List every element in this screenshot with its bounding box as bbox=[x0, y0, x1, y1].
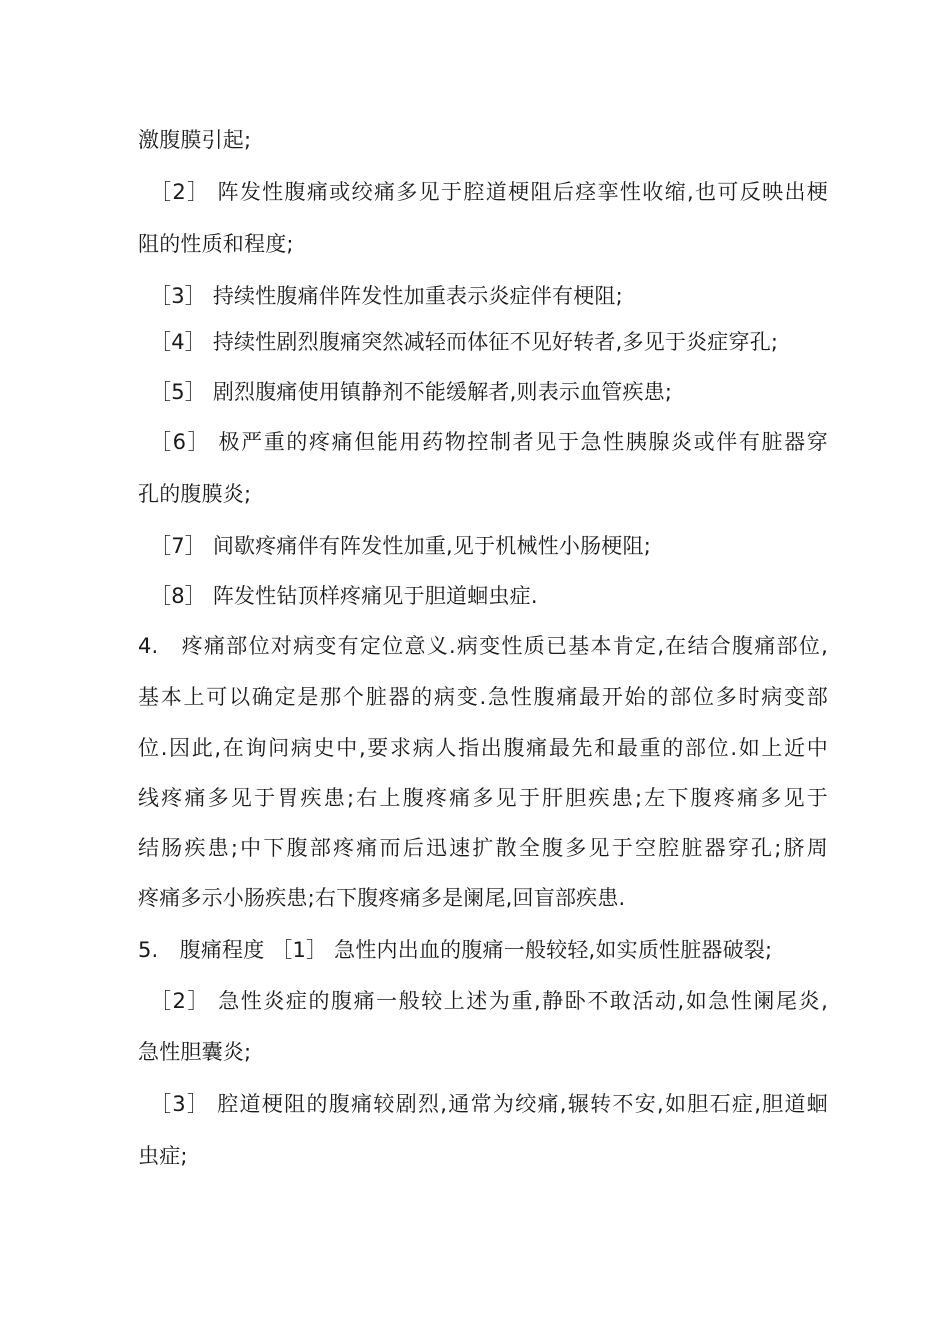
text-line: ［5］ 剧烈腹痛使用镇静剂不能缓解者,则表示血管疾患; bbox=[150, 380, 673, 404]
text-line: 疼痛多示小肠疾患;右下腹疼痛多是阑尾,回盲部疾患. bbox=[138, 886, 626, 910]
text-line: 孔的腹膜炎; bbox=[138, 482, 252, 506]
text-line: 基本上可以确定是那个脏器的病变.急性腹痛最开始的部位多时病变部 bbox=[138, 685, 828, 709]
text-line: 阻的性质和程度; bbox=[138, 232, 294, 256]
text-line: 5. 腹痛程度 ［1］ 急性内出血的腹痛一般较轻,如实质性脏器破裂; bbox=[138, 938, 773, 962]
text-line: ［3］ 持续性腹痛伴阵发性加重表示炎症伴有梗阻; bbox=[150, 284, 623, 308]
text-line: 位.因此,在询问病史中,要求病人指出腹痛最先和最重的部位.如上近中 bbox=[138, 736, 828, 760]
text-line: ［3］ 腔道梗阻的腹痛较剧烈,通常为绞痛,辗转不安,如胆石症,胆道蛔 bbox=[150, 1092, 828, 1116]
text-line: ［2］ 阵发性腹痛或绞痛多见于腔道梗阻后痉挛性收缩,也可反映出梗 bbox=[150, 180, 828, 204]
text-line: ［7］ 间歇疼痛伴有阵发性加重,见于机械性小肠梗阻; bbox=[150, 534, 651, 558]
text-line: 线疼痛多见于胃疾患;右上腹疼痛多见于肝胆疾患;左下腹疼痛多见于 bbox=[138, 786, 828, 810]
text-line: 虫症; bbox=[138, 1144, 188, 1168]
text-line: ［6］ 极严重的疼痛但能用药物控制者见于急性胰腺炎或伴有脏器穿 bbox=[150, 430, 828, 454]
text-line: 4. 疼痛部位对病变有定位意义.病变性质已基本肯定,在结合腹痛部位, bbox=[138, 634, 828, 658]
text-line: 急性胆囊炎; bbox=[138, 1040, 252, 1064]
text-line: 结肠疾患;中下腹部疼痛而后迅速扩散全腹多见于空腔脏器穿孔;脐周 bbox=[138, 836, 828, 860]
text-line: ［4］ 持续性剧烈腹痛突然减轻而体征不见好转者,多见于炎症穿孔; bbox=[150, 330, 779, 354]
text-line: ［8］ 阵发性钻顶样疼痛见于胆道蛔虫症. bbox=[150, 584, 538, 608]
text-line: ［2］ 急性炎症的腹痛一般较上述为重,静卧不敢活动,如急性阑尾炎, bbox=[150, 989, 828, 1013]
text-line: 激腹膜引起; bbox=[138, 128, 252, 152]
